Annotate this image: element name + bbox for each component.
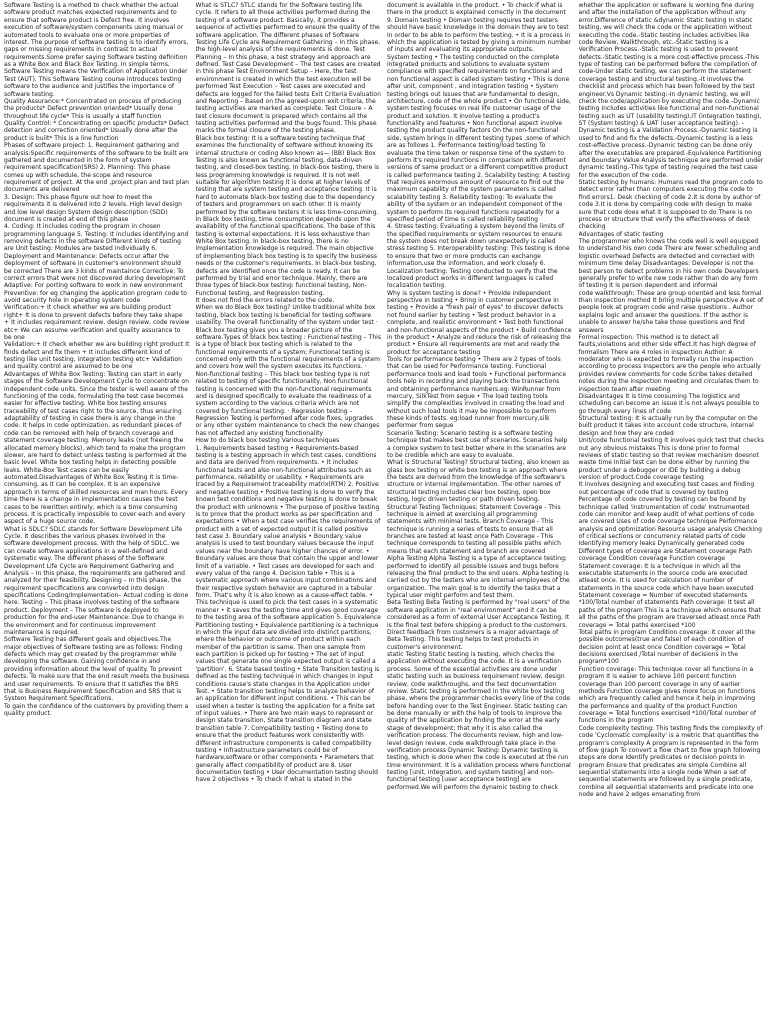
- paragraph: What is Structural Testing? Structural testing, also known as glass box testing or white box testing is an approach where the tests are derived from the knowledge of the software's structure or internal implementation. The other names of structural testing includes clear box testing, open box testing, logic driven testing or path driven testing.: [387, 459, 570, 504]
- paragraph: Tools for performance testing • There are 2 types of tools that can be used for Performance testing. Functional performance tools and load tools • Functional performance tools help in recording and playing back the transactions and obtaining performance numbers.eg: WinRunner from mercury, SilkTest from segue • The load testing tools simplify the complexities involved in creating the load and without such load tools it may be impossible to perform these kinds of tests. eg:load runner from mercury,silk performer from segue: [387, 356, 567, 430]
- paragraph: Disadvantages It is time consuming The logistics and scheduling can become an issue It is not always possible to go through every lines of code: [578, 392, 760, 415]
- text-column-1: [4, 2, 190, 1022]
- paragraph: What is SDLC? SDLC stands for Software Development Life Cycle. It describes the various phases involved in the software development process. With the help of SDLC, we can create software applications in a well-defined and systematic way. The different phases of the Software Development Life Cycle are Requirement Gathering and Analysis – In this phase, the requirements are gathered and analyzed for their feasibility. Designing – In this phase, the requirement specifications are converted into design specifications Coding/Implementation– Actual coding is done here. Testing – This phase involves testing of the software product. Deployment – The software is deployed to production for the end-user Maintenance: Due to change in the environment and for continuous improvement maintenance is required.: [4, 525, 189, 636]
- paragraph: 3. Design: This phase figure out how to meet the requirements it is delivered into 2 levels. High level design and low level design System design description (SDD) document is created at end of this phase: [4, 193, 182, 223]
- paragraph: Structural Testing Techniques: Statement Coverage - This technique is aimed at exercising all programming statements with minimal tests. Branch Coverage - This technique is running a series of tests to ensure that all branches are tested at least once Path Coverage - This technique corresponds to testing all possible paths which means that each statement and branch are covered: [387, 503, 561, 555]
- text-column-3: [387, 2, 573, 1022]
- paragraph: The programmer who knows the code well is well equipped to understand his own code There are fewer scheduling and logistic overhead Defects are detected and corrected with minimum time delay Disadvantages: Developer is not the best person to detect problems in his own code Developers generally prefer to write new code rather than do any form of testing It is person dependent and informal: [578, 238, 761, 290]
- paragraph: To gain the confidence of the customers by providing them a quality product.: [4, 702, 189, 717]
- paragraph: Quality Control: * Concentrating on specific products* Defect detection and correction oriented* Usually done after the product is built* This is a line function: [4, 120, 189, 142]
- paragraph: Static testing by humans: Humans read the program code to detect error rather than computers executing the code to find errors1. Desk checking of code 2.It is done by author of code 3.It is done by comparing code with design to make sure that code does what it is supposed to do There is no process or structure that verify the effectiveness of desk checking: [578, 179, 763, 231]
- paragraph: document is available in the product. • To check if what is there in the product is explained correctly in the document 9. Domain testing • Domain testing requires test testers should have basic knowledge in the domain they are to test in order to be able to perform the testing. • It is a process in which the application is tested by giving a minimum number of inputs and evaluating its appropriate outputs.: [387, 2, 572, 54]
- paragraph: Formal inspection: This method is to detect all faults,violations and other side effect.It has high degree of formalism There are 4 roles in inspection Author: A moderator who is expected to formally run the inspection according to process Inspectors are the people who actually provides review comments for code Scribe takes detailed notes during the inspection meeting and circulates them to inspection team after meeting: [578, 333, 761, 393]
- text-column-2: [196, 2, 382, 1022]
- paragraph: Validation:+ It check whether we are building right product It finds defect and fix them + It includes different kind of testing like unit testing, integration testing etc+ Validation and quality control are assumed to be one: [4, 341, 190, 371]
- paragraph: 1. Requirements based testing • Requirements-based testing is a testing approach in which test cases, conditions and data are derived from requirements. • It includes functional tests and also non-functional attributes such as performance, reliability or usability. • Requirements are traced by a Requirement traceability matrix(RTM) 2. Positive and negative testing • Positive testing is done to verify the known test conditions and negative testing is done to break the product with unknowns • The purpose of positive testing is to prove that the product works as per specification and expectations • When a test case verifies the requirements of product with a set of expected output it is called positive test case 3. Boundary value analysis • Boundary value analysis is used to test boundary values because the input values near the boundary have higher chances of error. • Boundary values are those that contain the upper and lower limit of a variable. • Test cases are developed for each and every value of the range 4. Decision table • This is a systematic approach where various input combinations and their respective system behavior are captured in a tabular form. That's why it is also known as a cause-effect table. • This technique is used to pick the test cases in a systematic manner • it saves the testing time and gives good coverage to the testing area of the software application 5. Equivalence Partitioning testing • Equivalence partitioning is a technique in which the input data are divided into distinct partitions, where the behavior or outcome of product within each member of the partition is same. Then one sample from each partition is picked up for testing • The set of input values that generate one single expected output is called a 'partition'. 6. State based testing • State Transition testing is defined as the testing technique in which changes in input conditions cause's state changes in the Application under Test. • State transition testing helps to analyze behavior of an application for different input conditions. • This can be used when a tester is testing the application for a finite set of input values. • There are two main ways to represent or design state transition, State transition diagram and state transition table 7. Compatibility testing • Testing done to ensure that the product features work consistently with different infrastructure components is called compatibility testing • Infrastructure parameters could be of hardware,software or other components • Parameters that generally affect compatibility of product are 8. User documentation testing • User documentation testing should have 2 objectives • To check if what is stated in the: [195, 444, 381, 784]
- paragraph: Software Testing has different goals and objectives.The major objectives of Software testing are as follows: Finding defects which may get created by the programmer while developing the software. Gaining confidence in and providing information about the level of quality. To prevent defects. To make sure that the end result meets the business and user requirements. To ensure that it satisfies the BRS that is Business Requirement Specification and SRS that is System Requirement Specifications.: [4, 636, 190, 703]
- paragraph: How to do black box testing Various techniques: [195, 437, 340, 445]
- paragraph: static Testing Static testing is testing, which checks the application without executing the code. It is a verification process. Some of the essential activities are done under static testing such as business requirement review, design review, code walkthroughs, and the test documentation review. Static testing is performed in the white box testing phase, where the programmer checks every line of the code before handing over to the Test Engineer. Static testing can be done manually or with the help of tools to improve the quality of the application by finding the error at the early stage of development; that why it is also called the verification process. The documents review, high and low-level design review, code walkthrough take place in the verification process Dynamic Testing: Dynamic testing is testing, which is done when the code is executed at the run time environment. It is a validation process where functional testing [unit, integration, and system testing] and non-functional testing [user acceptance testing] are performed.We will perform the dynamic testing to check: [387, 651, 571, 791]
- paragraph: Phases of software project: 1. Requirement gathering and analysis:Specific requirements of the software to be built are gathered and documented in the form of system requirement specification(SRS) 2. Planning: This phase comes up with schedule, the scope and resource requirement of project. At the end ,project plan and test plan documents are delivered: [4, 142, 189, 194]
- paragraph: Structural testing: It is actually run by the computer on the built product It takes into account code structure, internal design and how they are coded: [578, 415, 758, 437]
- paragraph: whether the application or software is working fine during and after the installation of the application without any error.Difference of static &dynamic Static testing In static testing, we will check the code or the application without executing the code.-Static testing includes activities like code Review, Walkthrough, etc.-Static testing is a Verification Process.-Static testing is used to prevent defects.-Static testing is a more cost-effective process.-This type of testing can be performed before the compilation of code-Under static testing, we can perform the statement coverage testing and structural testing.-It involves the checklist and process which has been followed by the test engineer.Vs Dynamic testing:-In dynamic testing, we will check the code/application by executing the code.-Dynamic testing includes activities like functional and non-functional testing such as UT (usability testing),IT (integration testing), ST (System testing) & UAT (user acceptance testing). -Dynamic testing is a Validation Process.-Dynamic testing is used to find and fix the defects.-Dynamic testing is a less cost-effective process.-Dynamic testing can be done only after the executables are prepared.-Equivalence Partitioning and Boundary Value Analysis technique are performed under dynamic testing.-This type of testing required the test case for the execution of the code.: [578, 2, 764, 179]
- paragraph: Alpha Testing Alpha Testing is a type of acceptance testing; performed to identify all possible issues and bugs before releasing the final product to the end users. Alpha testing is carried out by the testers who are internal employees of the organization. The main goal is to identify the tasks that a typical user might perform and test them.: [387, 555, 570, 599]
- paragraph: Verification:+ It check whether we are building product right+ It is done to prevent defects before they take shape + It includes requirement review, design review, code review etc+ We can assume verification and quality assurance to be one: [4, 304, 190, 341]
- paragraph: It does not find the errors related to the code.: [195, 297, 335, 304]
- paragraph: Advantages of static testing: [578, 230, 664, 238]
- paragraph: It involves designing and executing test cases and finding out percentage of code that is covered by testing Percentage of code covered by testing can be found by technique called 'instrumentation of code' Instrumented code can monitor and keep audit of what portions of code are covered Uses of code coverage technique Performance analysis and optimization Resource usage analysis Checking of critical sections or concurrency related parts of code Identifying memory leaks Dynamically generated code Different types of coverage are Statement coverage Path coverage Condition coverage Function coverage: [578, 481, 762, 563]
- paragraph: 4. Stress testing: Evaluating a system beyond the limits of the specified requirements or system resources to ensure the system does not break down unexpectedly is called stress testing 5. Interoperability testing: This testing is done to ensure that two or more products can exchange information,use the information, and work closely 6. Localization testing: Testing conducted to verify that the localized product works in different languages is called localization testing.: [387, 223, 570, 290]
- paragraph: code walkthrough: These are group oriented and less formal than inspection method It bring multiple perspective A set of people look at program code and raise questions . Author explains logic and answer the questions. If the author is unable to answer he/she take those questions and find answers: [578, 289, 764, 334]
- paragraph: When we do Black Box testing? Unlike traditional white box testing, black box testing is beneficial for testing software usability. The overall functionality of the system under test · Black box testing gives you a broader picture of the software.Types of black box testing : Functional testing – This is a type of black box testing which is related to the functional requirements of a system; Functional testing is concerned only with the functional requirements of a system and covers how well the system executes its functions. · Non-functional testing – This black box testing type is not related to testing of specific functionality, Non functional testing is concerned with the non-functional requirements and is designed specifically to evaluate the readiness of a system according to the various criteria which are not covered by functional testing. · Regression testing – Regression Testing is performed after code fixes, upgrades or any other system maintenance to check the new changes has not affected any existing functionality: [195, 304, 381, 437]
- paragraph: Quality Assurance:* Concentrated on process of producing the products* Defect prevention oriented* Usually done throughout life cycle* This is usually a staff function: [4, 97, 182, 120]
- paragraph: Advantages of White Box Testing: Testing can start in early stages of the Software Development Cycle to concentrate on independent code units. Since the tester is well aware of the functioning of the code, formulating the test case becomes easier for effective testing. White box testing ensures traceability of test cases right to the source, thus ensuring adaptability of testing in case there is any change in the code. It helps in code optimization, as redundant pieces of code can be removed with help of branch coverage and statement coverage testing. Memory leaks (not freeing the allocated memory blocks), which tend to make the program slower, are hard to detect unless testing is performed at the basic level. White box testing helps in detecting possible leaks. White-Box Test cases can be easily automated.Disadvantages of White Box Testing It is time-consuming, as it can be complex. It is an expensive approach in terms of skilled resources and man hours. Every time there is a change in implementation causes the test cases to be rewritten entirely, which is a time consuming process. It is practically impossible to cover each and every aspect of a huge source code.: [4, 370, 189, 526]
- paragraph: Software Testing is a method to check whether the actual software product matches expected requirements and to ensure that software product is Defect free. It involves execution of software/system components using manual or automated tools to evaluate one or more properties of interest. The purpose of software testing is to identify errors, gaps or missing requirements in contrast to actual requirements.Some prefer saying Software testing definition as a White Box and Black Box Testing. In simple terms, Software Testing means the Verification of Application Under Test (AUT). This Software Testing course introduces testing software to the audience and justifies the importance of software testing.: [4, 2, 189, 98]
- paragraph: System testing • The testing conducted on the complete integrated products and solutions to evaluate system compliance with specified requirements on functional and non functional aspect is called system testing • This is done after unit, component , and integration testing • System testing brings out issues that are fundamental to design, architecture, code of the whole product • On functional side, system testing focuses on real life customer usage of the product and solution. It involve testing a product's functionality and features • Non functional aspect involve testing the product quality factors On the non-functional side, system brings in different testing types ,some of which are as follows 1. Performance testing/load testing To evaluate the time taken or response time of the system to perform it's required functions in comparison with different versions of same product or a different competitive product is called performance testing 2. Scalability testing: A testing that requires enormous amount of resource to find out the maximum capability of the system parameters is called scalability testing 3. Reliability testing: To evaluate the ability of the system or an independent component of the system to perform its required functions repeatedly for a specified period of time is called reliability testing: [387, 53, 571, 223]
- text-column-4: [579, 2, 765, 1022]
- paragraph: Why is system testing is done? • Provide independent perspective in testing • Bring in customer perspective in testing • Provide a "fresh pair of eyes" to discover defects not found earlier by testing • Test product behavior in a complete, and realistic environment • Test both functional and non-functional aspects of the product • Build confidence in the product • Analyze and reduce the risk of releasing the product • Ensure all requirements are met and ready the product for acceptance testing: [387, 289, 572, 356]
- paragraph: Unit/code functional testing It involves quick test that checks out any obvious mistakes This is done prior to formal reviews of static testing so that review mechanism doesnot waste time Initial test can be done either by running the product under a debugger or IDE by building a debug version of product.Code coverage testing: [578, 437, 764, 481]
- paragraph: Total paths in program Condition coverage: It cover all the possible outcomes(true and false) of each condition of decision point at least once Condition coverage = Total decisions exercised /Total number of decisions in the program*100: [578, 628, 756, 666]
- paragraph: Code complexity testing: This testing finds the complexity of code 'Cyclomatic complexity' is a metric that quantifies the program's complexity A program is represented in the form of flow graph To convert a flow chart to flow graph following steps are done Identify predicates or decision points in program Ensure that predicates are simple Combine all sequential statements into a single node When a set of sequential statements are followed by a single predicate, combine all sequential statements and predicate into one node and have 2 edges emanating from: [578, 724, 763, 799]
- paragraph: Scenario Testing: Scenario testing is a software testing technique that makes best use of scenarios. Scenarios help a complex system to test better where in the scenarios are to be credible which are easy to evaluate.: [387, 429, 568, 459]
- paragraph: Function coverage: This technique cover all functions in a program It is easier to achieve 100 percent function coverage than 100 percent coverage in any of earlier methods Function coverage gives more focus on functions which are frequently called and hence it help in improving the performance and quality of the product Function coverage = Total functions exercised *100/Total number of functions in the program: [578, 665, 757, 725]
- paragraph: Black box testing: It is a software testing technique that examines the functionality of software without knowing its internal structure or coding Also known as— (BB) Black Box Testing is also known as functional testing, data-driven testing, and closed-box testing. In black-box testing, there is less programming knowledge is required. It is not well suitable for algorithm testing It is done at higher levels of testing that are system testing and acceptance testing. It is hard to automate black-box testing due to the dependency of testers and programmers on each other. It is mainly performed by the software testers It is less time-consuming. In Black box testing, time consumption depends upon the availability of the functional specifications. The base of this testing is external expectations. It is less exhaustive than White Box testing. In black-box testing, there is no implementation knowledge is required. The main objective of implementing black box testing is to specify the business needs or the customer's requirements. In black-box testing, defects are identified once the code is ready. It can be performed by trial and error technique. Mainly, there are three types of black-box testing: functional testing, Non-Functional testing, and Regression testing.: [195, 134, 380, 297]
- paragraph: What is STLC? STLC stands for the Software testing life cycle. It refers to all those activities performed during the testing of a software product. Basically, it provides a sequence of activities performed to ensure the quality of the software application. The different phases of Software Testing Life Cycle are Requirement Gathering – In this phase, the high-level analysis of the requirements is done. Test Planning – In this phase, a test strategy and approach are defined. Test Case Development – The test cases are created in this phase Test Environment Setup – Here, the test environment is created in which the test execution will be performed Test Execution – Test cases are executed and defects are logged for the failed tests Exit Criteria Evaluation and Reporting – Based on the agreed-upon exit criteria, the testing activities are marked as complete. Test Closure – A test closure document is prepared which contains all the testing activities performed and the bugs found. This phase marks the formal closure of the testing phase.: [195, 2, 381, 135]
- paragraph: Statement coverage: It is a technique in which all the executable statements in the source code are executed atleast once. It is used for calculation of number of statements in the source code which have been executed Statement coverage = Number of executed statements *100/Total number of statements Path coverage: It test all paths of the program This is a technique which ensures that all the paths of the program are traversed atleast once Path coverage = Total paths exercised *100: [578, 562, 761, 629]
- paragraph: Beta Testing Beta Testing is performed by "real users" of the software application in "real environment" and it can be considered as a form of external User Acceptance Testing. It is the final test before shipping a product to the customers. Direct feedback from customers is a major advantage of Beta Testing. This testing helps to test products in customer's environment.: [387, 599, 570, 651]
- paragraph: 4. Coding: It includes coding the program in chosen programming language 5. Testing: It includes identifying and removing defects in the software Different kinds of testing are Unit testing: Modules are tested individually 6. Deployment and Maintenance: Defects occur after the deployment of software in customer's environment should be corrected There are 3 kinds of maintaince Corrective: To correct errors that were not discovered during development Adaptive: For porting software to work in new environment Preventive: for eg changing the application program code to avoid security hole in operating system code: [4, 223, 189, 304]
